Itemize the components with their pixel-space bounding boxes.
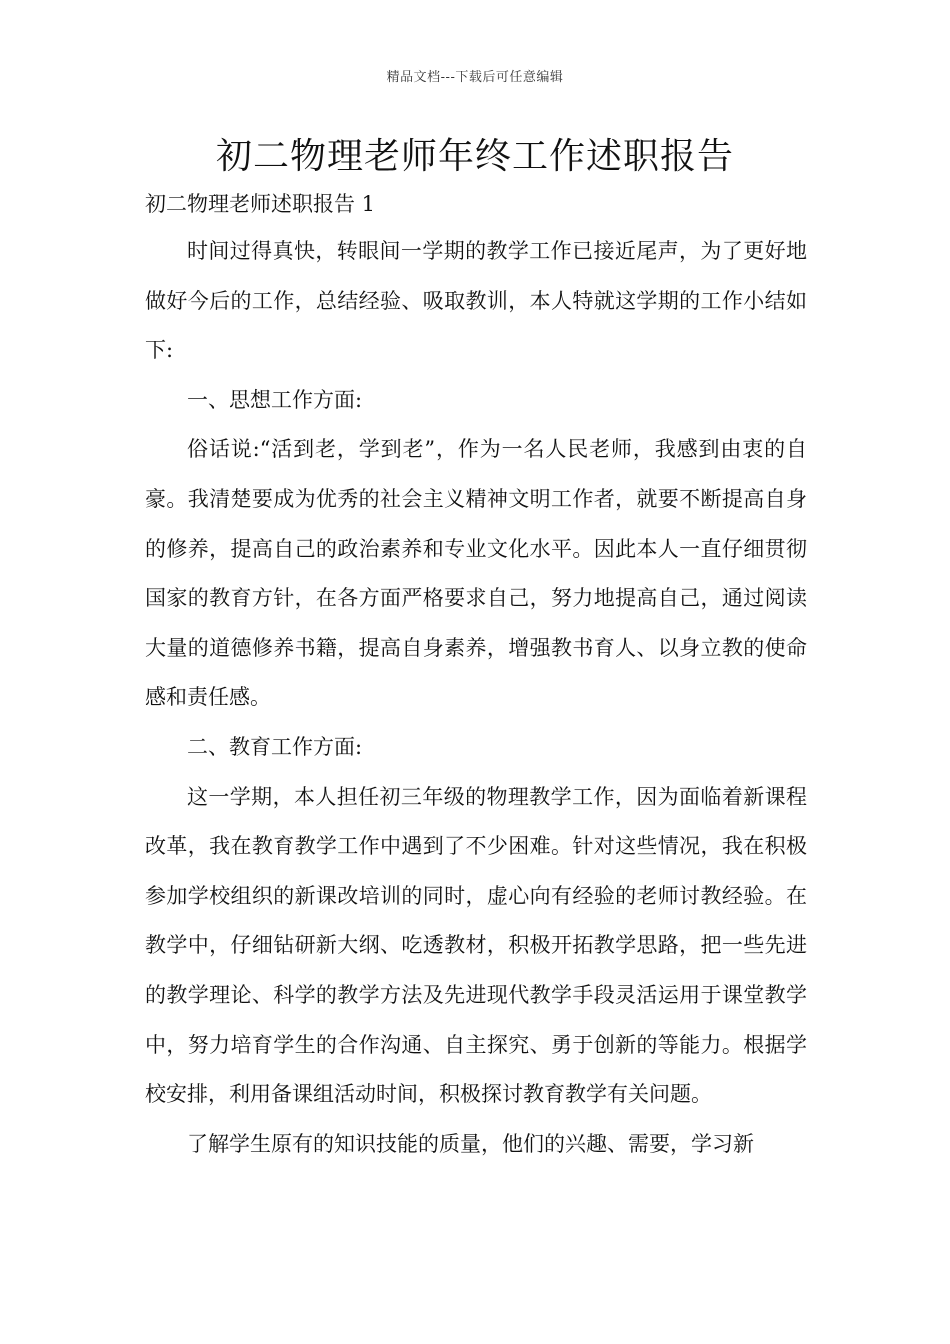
document-body [145,227,807,1169]
paragraph-thought-work: 俗话说:“活到老，学到老”，作为一名人民老师，我感到由衷的自豪。我清楚要成为优秀的社会主义精神文明工作者，就要不断提高自身的修养，提高自己的政治素养和专业文化水平。因此本人一直仔细贯彻国家的教育方针，在各方面严格要求自己，努力地提高自己，通过阅读大量的道德修养书籍，提高自身素养，增强教书育人、以身立教的使命感和责任感。 [145,437,807,710]
heading-thought-work: 一、思想工作方面: [187,387,363,412]
paragraph-students: 了解学生原有的知识技能的质量，他们的兴趣、需要，学习新 [187,1131,754,1156]
document-title: 初二物理老师年终工作述职报告 [215,136,734,177]
section-subtitle: 初二物理老师述职报告 1 [145,192,376,216]
heading-education-work: 二、教育工作方面: [187,734,363,759]
header-note: 精品文档---下载后可任意编辑 [386,70,564,85]
paragraph-education-work: 这一学期，本人担任初三年级的物理教学工作，因为面临着新课程改革，我在教育教学工作中遇到了不少困难。针对这些情况，我在积极参加学校组织的新课改培训的同时，虚心向有经验的老师讨教经验。在教学中，仔细钻研新大纲、吃透教材，积极开拓教学思路，把一些先进的教学理论、科学的教学方法及先进现代教学手段灵活运用于课堂教学中，努力培育学生的合作沟通、自主探究、勇于创新的等能力。根据学校安排，利用备课组活动时间，积极探讨教育教学有关问题。 [145,784,807,1107]
paragraph-intro: 时间过得真快，转眼间一学期的教学工作已接近尾声，为了更好地做好今后的工作，总结经验、吸取教训，本人特就这学期的工作小结如下: [145,239,807,363]
